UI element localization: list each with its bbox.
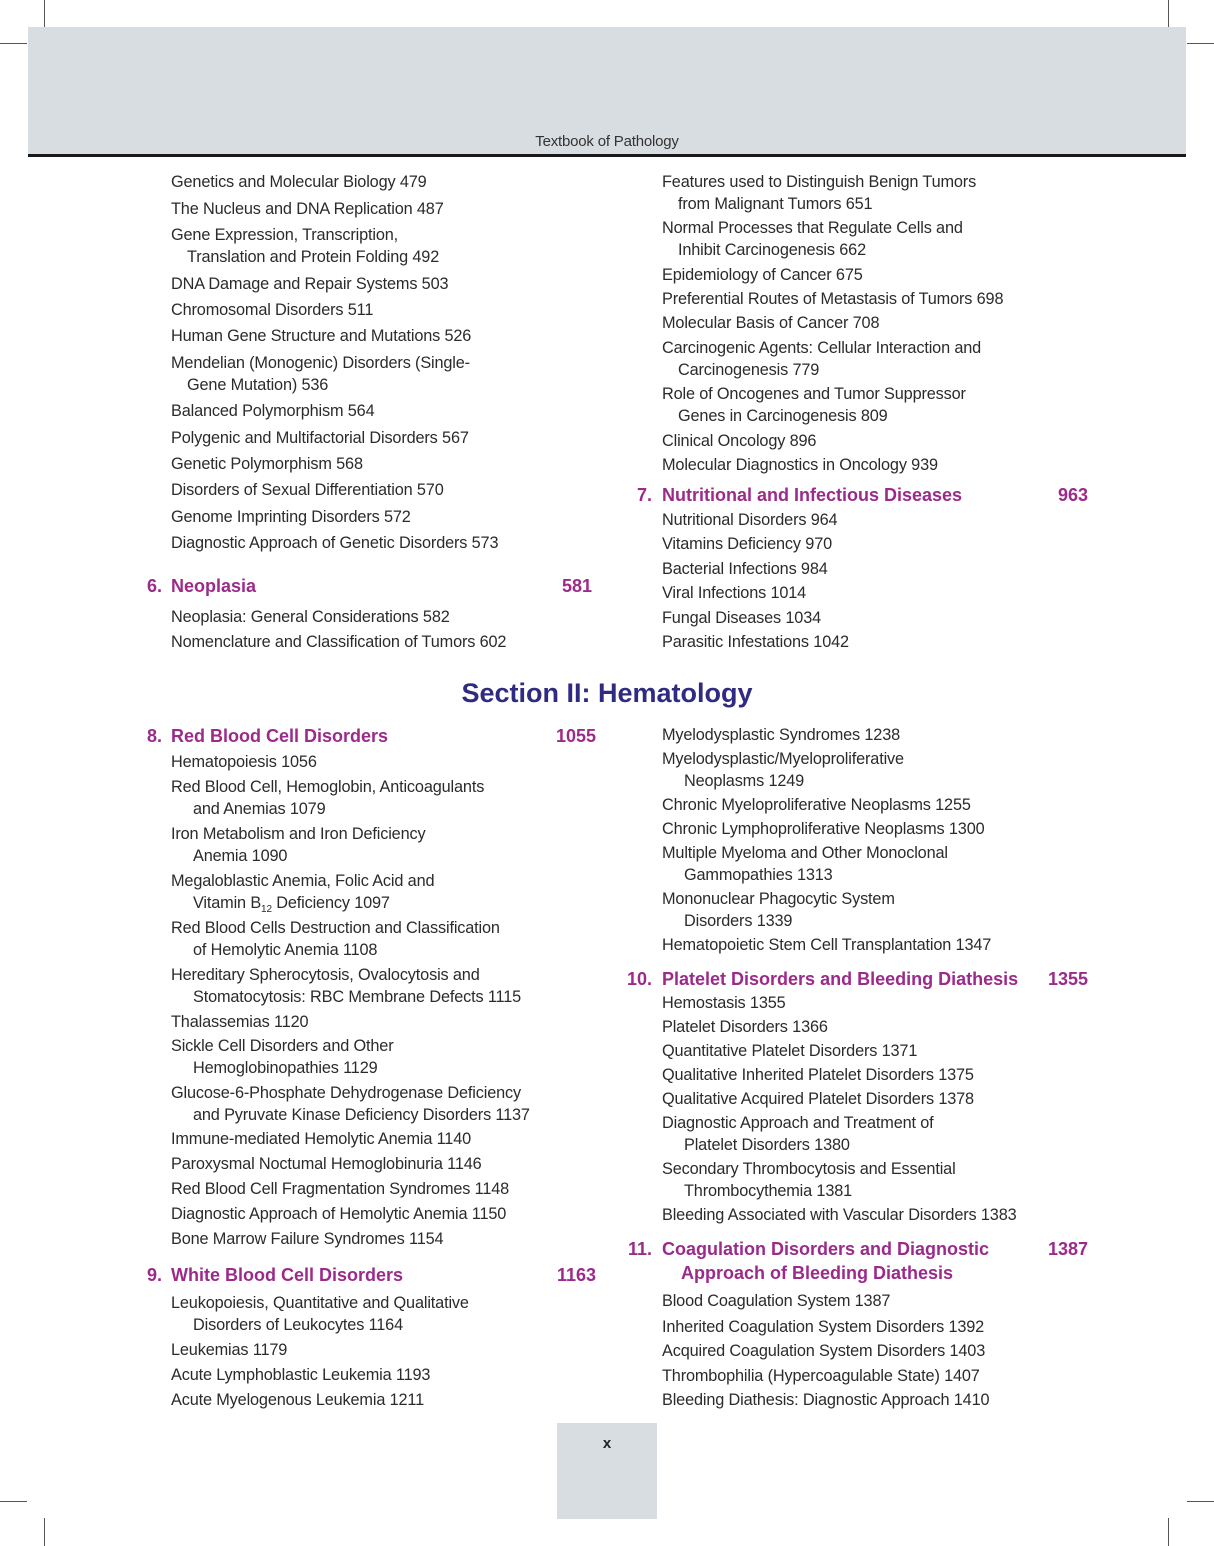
entry-line: Hereditary Spherocytosis, Ovalocytosis and <box>171 966 480 984</box>
chapter-title: Nutritional and Infectious Diseases <box>662 485 963 505</box>
chapter-page: 963 <box>1057 485 1088 505</box>
toc-entry[interactable]: Qualitative Inherited Platelet Disorders 1375 <box>662 1066 974 1084</box>
toc-entry[interactable]: Fungal Diseases 1034 <box>662 609 822 627</box>
toc-entry[interactable] <box>171 1035 393 1079</box>
toc-entry[interactable]: Qualitative Acquired Platelet Disorders 1378 <box>662 1090 974 1108</box>
toc-entry[interactable]: Human Gene Structure and Mutations 526 <box>171 327 472 345</box>
entry-line: and Anemias 1079 <box>193 800 326 818</box>
entry-line: Sickle Cell Disorders and Other <box>171 1037 394 1055</box>
chapter-number: 6. <box>146 576 162 596</box>
toc-entry[interactable] <box>171 870 434 914</box>
entry-line: Neoplasms 1249 <box>684 772 805 790</box>
entry-line: of Hemolytic Anemia 1108 <box>193 941 378 959</box>
toc-entry[interactable]: Genome Imprinting Disorders 572 <box>171 508 411 526</box>
toc-entry[interactable]: Inherited Coagulation System Disorders 1392 <box>662 1318 985 1336</box>
chapter-title: Red Blood Cell Disorders <box>171 726 389 746</box>
entry-line: Iron Metabolism and Iron Deficiency <box>171 825 426 843</box>
crop-mark <box>44 1518 45 1546</box>
toc-entry[interactable]: Thrombophilia (Hypercoagulable State) 1407 <box>662 1367 980 1385</box>
toc-entry[interactable]: Bleeding Associated with Vascular Disorders 1383 <box>662 1206 1017 1224</box>
toc-entry[interactable] <box>662 1158 956 1202</box>
crop-mark <box>1187 43 1214 44</box>
toc-entry[interactable]: Neoplasia: General Considerations 582 <box>171 608 450 626</box>
entry-line: Gammopathies 1313 <box>684 866 833 884</box>
entry-line: Red Blood Cell, Hemoglobin, Anticoagulants <box>171 778 485 796</box>
page-number: x <box>602 1435 612 1452</box>
entry-line: Carcinogenic Agents: Cellular Interaction and <box>662 339 982 357</box>
toc-entry[interactable] <box>662 217 963 261</box>
chapter-number: 7. <box>636 485 652 505</box>
entry-line: Inhibit Carcinogenesis 662 <box>678 241 866 259</box>
toc-entry[interactable]: Chronic Myeloproliferative Neoplasms 1255 <box>662 796 971 814</box>
toc-entry[interactable]: Bleeding Diathesis: Diagnostic Approach 1410 <box>662 1391 990 1409</box>
toc-entry[interactable]: Immune-mediated Hemolytic Anemia 1140 <box>171 1130 472 1148</box>
chapter-title-line1: Coagulation Disorders and Diagnostic <box>662 1239 990 1259</box>
entry-line: Platelet Disorders 1380 <box>684 1136 850 1154</box>
entry-line: Carcinogenesis 779 <box>678 361 820 379</box>
toc-entry[interactable]: Red Blood Cell Fragmentation Syndromes 1148 <box>171 1180 510 1198</box>
toc-entry[interactable]: DNA Damage and Repair Systems 503 <box>171 275 449 293</box>
toc-entry[interactable] <box>662 383 966 427</box>
section-heading: Section II: Hematology <box>461 678 753 708</box>
toc-entry[interactable] <box>662 337 981 381</box>
entry-line: Mendelian (Monogenic) Disorders (Single- <box>171 354 470 372</box>
entry-line: Disorders of Leukocytes 1164 <box>193 1316 403 1334</box>
entry-line: Role of Oncogenes and Tumor Suppressor <box>662 385 966 403</box>
entry-line: Hemoglobinopathies 1129 <box>193 1059 378 1077</box>
entry-line: Anemia 1090 <box>193 847 288 865</box>
toc-entry[interactable]: Chromosomal Disorders 511 <box>171 301 374 319</box>
entry-text: Vitamin B <box>193 894 262 912</box>
chapter-page: 1355 <box>1047 969 1088 989</box>
entry-line: Translation and Protein Folding 492 <box>187 248 440 266</box>
entry-line: Myelodysplastic/Myeloproliferative <box>662 750 904 768</box>
subscript: 12 <box>261 904 272 915</box>
entry-line: Red Blood Cells Destruction and Classification <box>171 919 500 937</box>
toc-entry[interactable]: Acquired Coagulation System Disorders 1403 <box>662 1342 986 1360</box>
toc-entry[interactable] <box>171 917 500 961</box>
entry-line: and Pyruvate Kinase Deficiency Disorders 1137 <box>193 1106 530 1124</box>
entry-line: Genes in Carcinogenesis 809 <box>678 407 888 425</box>
toc-entry[interactable]: Acute Lymphoblastic Leukemia 1193 <box>171 1366 431 1384</box>
running-title: Textbook of Pathology <box>535 133 679 150</box>
toc-entry[interactable]: Nutritional Disorders 964 <box>662 511 838 529</box>
entry-line: Glucose-6-Phosphate Dehydrogenase Deficiency <box>171 1084 521 1102</box>
toc-entry[interactable]: Balanced Polymorphism 564 <box>171 402 375 420</box>
crop-mark <box>1168 1518 1169 1546</box>
toc-entry[interactable] <box>171 1082 530 1126</box>
chapter-title: White Blood Cell Disorders <box>171 1265 404 1285</box>
chapter-page: 1055 <box>555 726 596 746</box>
toc-entry[interactable]: Myelodysplastic Syndromes 1238 <box>662 726 901 744</box>
chapter-number: 8. <box>146 726 162 746</box>
entry-line: Thrombocythemia 1381 <box>684 1182 853 1200</box>
entry-line <box>171 892 434 914</box>
entry-line: Gene Expression, Transcription, <box>171 226 399 244</box>
crop-mark <box>0 1501 27 1502</box>
toc-entry[interactable] <box>662 842 948 886</box>
toc-entry[interactable] <box>171 1292 469 1336</box>
toc-entry[interactable] <box>171 823 425 867</box>
toc-entry[interactable]: Platelet Disorders 1366 <box>662 1018 828 1036</box>
toc-entry[interactable] <box>662 171 976 215</box>
toc-entry[interactable] <box>662 748 904 792</box>
toc-entry[interactable]: Nomenclature and Classification of Tumors 602 <box>171 633 507 651</box>
toc-entry[interactable]: Hemostasis 1355 <box>662 994 786 1012</box>
chapter-title: Platelet Disorders and Bleeding Diathesis <box>662 969 1019 989</box>
toc-entry[interactable]: Preferential Routes of Metastasis of Tumors 698 <box>662 290 1004 308</box>
entry-text: Deficiency 1097 <box>271 894 390 912</box>
entry-line: Secondary Thrombocytosis and Essential <box>662 1160 956 1178</box>
crop-mark <box>1168 0 1169 27</box>
entry-line: Megaloblastic Anemia, Folic Acid and <box>171 872 435 890</box>
toc-entry[interactable]: Hematopoietic Stem Cell Transplantation 1347 <box>662 936 992 954</box>
chapter-page: 1387 <box>1047 1239 1088 1259</box>
toc-entry[interactable]: Diagnostic Approach of Hemolytic Anemia 1150 <box>171 1205 507 1223</box>
page-folio <box>557 1423 657 1519</box>
toc-entry[interactable]: Hematopoiesis 1056 <box>171 753 317 771</box>
entry-line: from Malignant Tumors 651 <box>678 195 873 213</box>
toc-entry[interactable] <box>171 776 484 820</box>
header-rule <box>28 154 1186 157</box>
entry-line: Gene Mutation) 536 <box>187 376 329 394</box>
toc-entry[interactable]: Thalassemias 1120 <box>171 1013 309 1031</box>
toc-entry[interactable]: Molecular Diagnostics in Oncology 939 <box>662 456 938 474</box>
chapter-number: 11. <box>627 1239 652 1259</box>
chapter-number: 10. <box>626 969 652 989</box>
crop-mark <box>44 0 45 27</box>
entry-line: Diagnostic Approach and Treatment of <box>662 1114 934 1132</box>
chapter-title-line2: Approach of Bleeding Diathesis <box>681 1263 954 1283</box>
toc-entry[interactable]: Paroxysmal Noctumal Hemoglobinuria 1146 <box>171 1155 482 1173</box>
header-band <box>28 27 1186 155</box>
toc-entry[interactable]: Molecular Basis of Cancer 708 <box>662 314 880 332</box>
crop-mark <box>0 43 27 44</box>
crop-mark <box>1187 1501 1214 1502</box>
chapter-heading-11[interactable] <box>0 1237 1214 1287</box>
chapter-page: 1163 <box>556 1265 596 1285</box>
toc-entry[interactable]: Viral Infections 1014 <box>662 584 807 602</box>
entry-line: Mononuclear Phagocytic System <box>662 890 895 908</box>
toc-entry[interactable]: Disorders of Sexual Differentiation 570 <box>171 481 444 499</box>
toc-entry[interactable] <box>171 224 439 268</box>
entry-line: Disorders 1339 <box>684 912 793 930</box>
entry-line: Multiple Myeloma and Other Monoclonal <box>662 844 948 862</box>
toc-entry[interactable]: The Nucleus and DNA Replication 487 <box>171 200 444 218</box>
toc-entry[interactable]: Vitamins Deficiency 970 <box>662 535 832 553</box>
toc-entry[interactable] <box>171 964 521 1008</box>
toc-entry[interactable] <box>662 1112 934 1156</box>
toc-entry[interactable]: Clinical Oncology 896 <box>662 432 817 450</box>
entry-line: Normal Processes that Regulate Cells and <box>662 219 963 237</box>
toc-entry[interactable]: Acute Myelogenous Leukemia 1211 <box>171 1391 425 1409</box>
toc-entry[interactable]: Polygenic and Multifactorial Disorders 567 <box>171 429 469 447</box>
toc-entry[interactable]: Diagnostic Approach of Genetic Disorders 573 <box>171 534 499 552</box>
toc-entry[interactable]: Genetics and Molecular Biology 479 <box>171 173 427 191</box>
toc-entry[interactable] <box>662 888 895 932</box>
toc-entry[interactable]: Genetic Polymorphism 568 <box>171 455 363 473</box>
chapter-page: 581 <box>561 576 592 596</box>
chapter-number: 9. <box>146 1265 162 1285</box>
toc-entry[interactable]: Leukemias 1179 <box>171 1341 288 1359</box>
toc-entry[interactable]: Bone Marrow Failure Syndromes 1154 <box>171 1230 444 1248</box>
toc-entry[interactable]: Chronic Lymphoproliferative Neoplasms 1300 <box>662 820 985 838</box>
entry-line: Stomatocytosis: RBC Membrane Defects 1115 <box>193 988 522 1006</box>
toc-entry[interactable]: Blood Coagulation System 1387 <box>662 1292 891 1310</box>
chapter-title: Neoplasia <box>171 576 257 596</box>
entry-line: Leukopoiesis, Quantitative and Qualitative <box>171 1294 469 1312</box>
toc-entry[interactable]: Epidemiology of Cancer 675 <box>662 266 863 284</box>
toc-entry[interactable]: Quantitative Platelet Disorders 1371 <box>662 1042 918 1060</box>
entry-line: Features used to Distinguish Benign Tumors <box>662 173 977 191</box>
toc-entry[interactable]: Bacterial Infections 984 <box>662 560 828 578</box>
toc-entry[interactable]: Parasitic Infestations 1042 <box>662 633 849 651</box>
toc-entry[interactable] <box>171 352 470 396</box>
